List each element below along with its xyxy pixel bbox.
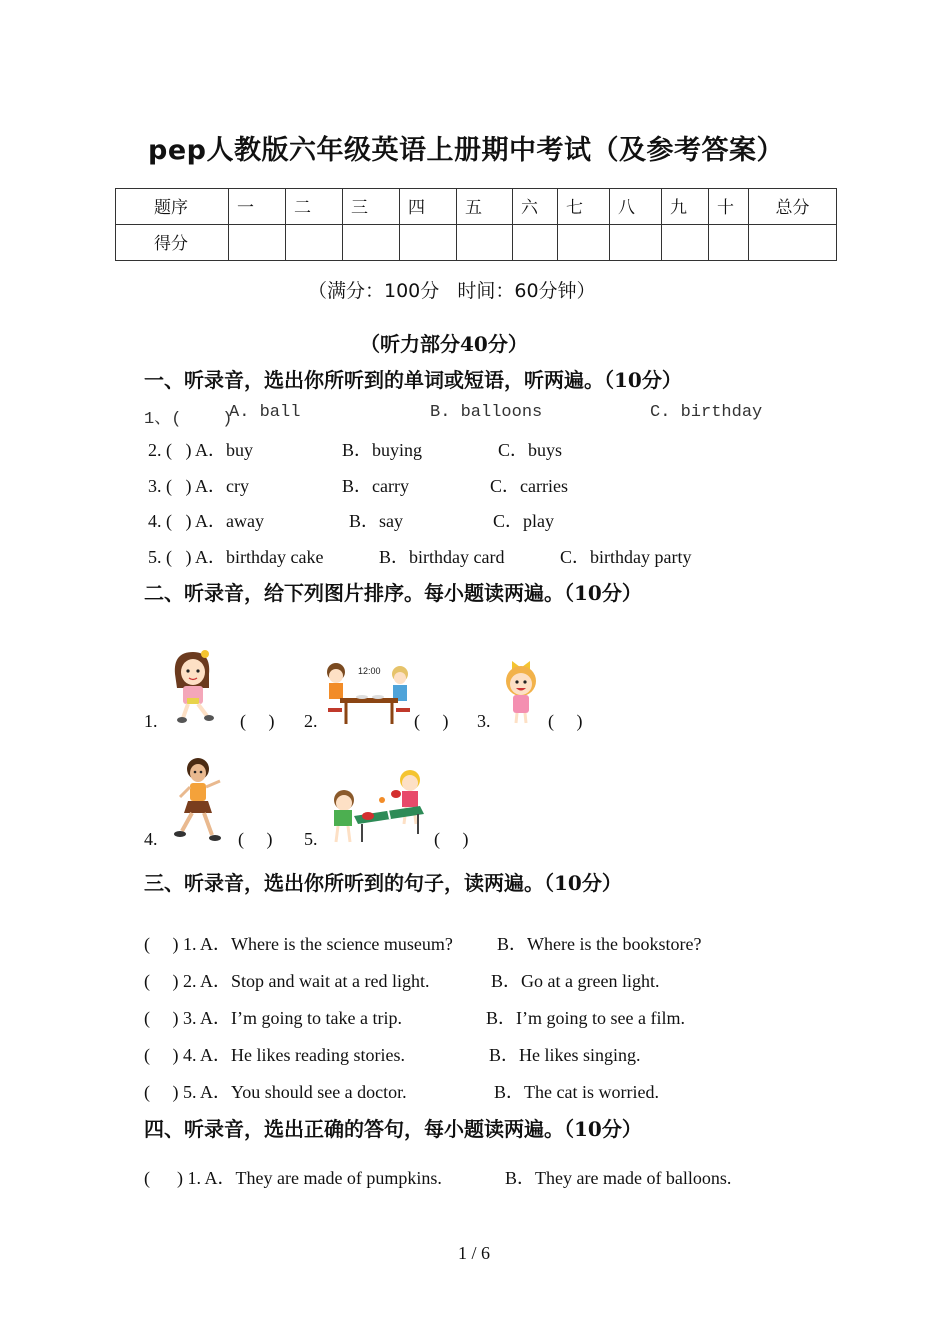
table-cell: 二 [286,189,343,225]
s3-q5-option-b: B．The cat is worried. [494,1082,659,1102]
score-input-cell[interactable] [709,225,749,261]
s3-q1-option-a: ( ) 1. A．Where is the science museum? [144,934,453,954]
score-table-score-row [116,225,837,261]
q2-option-c: C．buys [498,440,563,460]
q4-stem: 4. ( ) A．away [148,511,264,531]
picture-5-number: 5. [304,829,318,849]
table-cell: 四 [400,189,457,225]
score-input-cell[interactable] [558,225,610,261]
picture-2-number: 2. [304,711,318,731]
table-cell: 八 [610,189,662,225]
picture-2-answer-blank[interactable]: ( ) [414,711,449,731]
s3-q5-option-a: ( ) 5. A．You should see a doctor. [144,1082,407,1102]
table-cell: 九 [662,189,709,225]
q3-option-b: B．carry [342,476,409,496]
score-table [115,188,837,261]
score-input-cell[interactable] [749,225,837,261]
s3-q3-option-b: B．I’m going to see a film. [486,1008,685,1028]
s3-q2-option-a: ( ) 2. A．Stop and wait at a red light. [144,971,430,991]
table-cell: 总分 [749,189,837,225]
score-input-cell[interactable] [400,225,457,261]
girl-walking-illustration [165,648,221,724]
page-title: pep人教版六年级英语上册期中考试（及参考答案） [148,135,784,166]
score-input-cell[interactable] [229,225,286,261]
q1-option-a: A. ball [229,403,301,422]
girl-running-illustration [168,755,232,845]
score-input-cell[interactable] [662,225,709,261]
table-cell: 五 [457,189,513,225]
table-cell: 十 [709,189,749,225]
kids-table-tennis-illustration [324,764,436,846]
s3-q3-option-a: ( ) 3. A．I’m going to take a trip. [144,1008,402,1028]
q2-stem: 2. ( ) A．buy [148,440,253,460]
score-input-cell[interactable] [513,225,558,261]
picture-4-answer-blank[interactable]: ( ) [238,829,273,849]
table-cell: 得分 [116,225,229,261]
s3-q2-option-b: B．Go at a green light. [491,971,660,991]
q1-option-b: B. balloons [430,403,543,422]
table-cell: 三 [343,189,400,225]
s4-q1-option-b: B．They are made of balloons. [505,1168,732,1188]
q2-option-b: B．buying [342,440,423,460]
score-input-cell[interactable] [457,225,513,261]
q3-option-c: C．carries [490,476,568,496]
picture-1-number: 1. [144,711,158,731]
q5-option-c: C．birthday party [560,547,692,567]
q4-option-c: C．play [493,511,554,531]
s3-q4-option-a: ( ) 4. A．He likes reading stories. [144,1045,405,1065]
section-2-heading: 二、听录音，给下列图片排序。每小题读两遍。（10分） [144,581,642,605]
section-1-heading: 一、听录音，选出你所听到的单词或短语，听两遍。（10分） [144,368,682,392]
picture-3-answer-blank[interactable]: ( ) [548,711,583,731]
s3-q1-option-b: B．Where is the bookstore? [497,934,702,954]
section-4-heading: 四、听录音，选出正确的答句，每小题读两遍。（10分） [144,1117,642,1141]
table-cell: 题序 [116,189,229,225]
q1-number: 1、( ) [144,410,233,429]
s4-q1-option-a: ( ) 1. A．They are made of pumpkins. [144,1168,442,1188]
picture-5-answer-blank[interactable]: ( ) [434,829,469,849]
q5-option-b: B．birthday card [379,547,505,567]
q1-option-c: C. birthday [650,403,763,422]
q4-option-b: B．say [349,511,403,531]
picture-1-answer-blank[interactable]: ( ) [240,711,275,731]
listening-part-label: （听力部分40分） [360,332,528,356]
table-cell: 一 [229,189,286,225]
q3-stem: 3. ( ) A．cry [148,476,249,496]
section-3-heading: 三、听录音，选出你所听到的句子，读两遍。（10分） [144,871,622,895]
picture-3-number: 3. [477,711,491,731]
page-number: 1 / 6 [458,1243,491,1263]
picture-4-number: 4. [144,829,158,849]
table-cell: 六 [513,189,558,225]
score-table-header-row [116,189,837,225]
kids-at-table-illustration [322,660,414,728]
s3-q4-option-b: B．He likes singing. [489,1045,641,1065]
q5-stem: 5. ( ) A．birthday cake [148,547,324,567]
exam-meta: （满分：100分 时间：60分钟） [308,280,596,302]
score-input-cell[interactable] [286,225,343,261]
table-cell: 七 [558,189,610,225]
girl-with-bow-illustration [498,655,546,727]
clock-label: 12:00 [358,666,381,676]
score-input-cell[interactable] [610,225,662,261]
score-input-cell[interactable] [343,225,400,261]
